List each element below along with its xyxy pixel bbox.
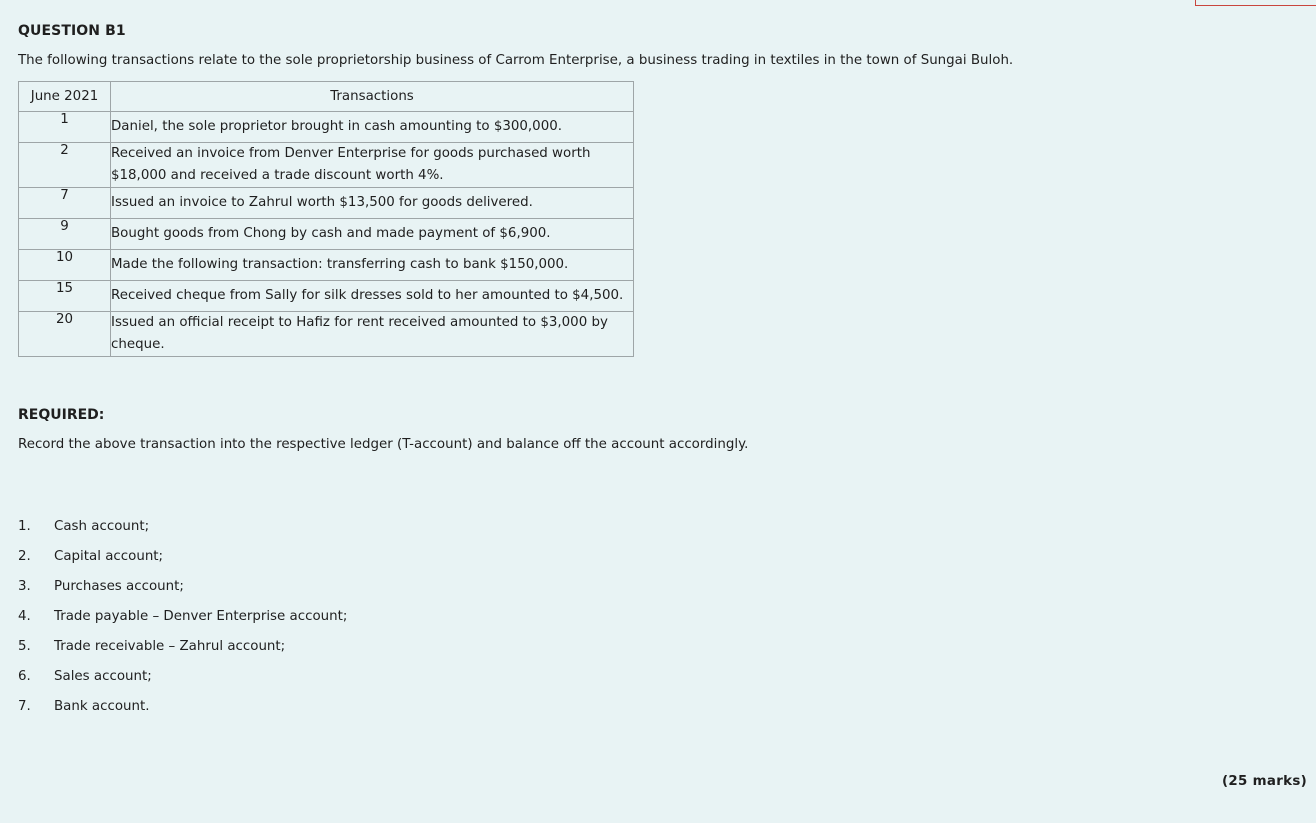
transaction-line: Received an invoice from Denver Enterprise for goods purchased worth — [111, 146, 591, 161]
list-item-label: Cash account; — [54, 519, 150, 534]
list-item — [18, 579, 347, 609]
table-row — [19, 250, 634, 281]
table-row — [19, 188, 634, 219]
table-row — [19, 143, 634, 188]
list-item-number: 7. — [18, 699, 31, 714]
list-item-number: 5. — [18, 639, 31, 654]
transaction-date: 9 — [19, 219, 111, 250]
list-item-number: 4. — [18, 609, 31, 624]
list-item-label: Trade receivable – Zahrul account; — [54, 639, 286, 654]
list-item-number: 6. — [18, 669, 31, 684]
transaction-date: 2 — [19, 143, 111, 188]
list-item-label: Trade payable – Denver Enterprise account; — [54, 609, 348, 624]
list-item — [18, 639, 347, 669]
transaction-line: Received cheque from Sally for silk dresses sold to her amounted to $4,500. — [111, 288, 624, 303]
transaction-line: Made the following transaction: transferring cash to bank $150,000. — [111, 257, 569, 272]
list-item-label: Bank account. — [54, 699, 150, 714]
required-label: REQUIRED: — [18, 407, 105, 423]
transaction-date: 7 — [19, 188, 111, 219]
transaction-description — [111, 219, 634, 250]
list-item — [18, 609, 347, 639]
list-item — [18, 519, 347, 549]
table-row — [19, 219, 634, 250]
list-item-number: 1. — [18, 519, 31, 534]
transaction-description — [111, 312, 634, 357]
table-row — [19, 312, 634, 357]
transaction-line: Issued an invoice to Zahrul worth $13,500 for goods delivered. — [111, 195, 533, 210]
table-row — [19, 281, 634, 312]
transaction-line: Daniel, the sole proprietor brought in cash amounting to $300,000. — [111, 119, 562, 134]
transaction-date: 20 — [19, 312, 111, 357]
transaction-line: $18,000 and received a trade discount worth 4%. — [111, 168, 444, 183]
list-item-label: Capital account; — [54, 549, 164, 564]
transaction-description — [111, 143, 634, 188]
accounts-list — [18, 519, 347, 729]
transaction-description — [111, 250, 634, 281]
list-item-label: Sales account; — [54, 669, 152, 684]
question-title: QUESTION B1 — [18, 23, 126, 39]
transactions-table — [18, 81, 634, 357]
transactions-column-header: Transactions — [111, 82, 634, 112]
transaction-line: Issued an official receipt to Hafiz for rent received amounted to $3,000 by — [111, 315, 608, 330]
transaction-description — [111, 281, 634, 312]
intro-text: The following transactions relate to the sole proprietorship business of Carrom Enterprise, a business trading in textiles in the town of Sungai Buloh. — [18, 53, 1014, 68]
transaction-line: Bought goods from Chong by cash and made payment of $6,900. — [111, 226, 551, 241]
corner-frame — [1195, 0, 1316, 6]
transaction-line: cheque. — [111, 337, 165, 352]
transaction-date: 15 — [19, 281, 111, 312]
list-item — [18, 669, 347, 699]
list-item — [18, 699, 347, 729]
transaction-date: 1 — [19, 112, 111, 143]
transaction-date: 10 — [19, 250, 111, 281]
transaction-description — [111, 188, 634, 219]
transaction-description — [111, 112, 634, 143]
transactions-table-body — [19, 112, 634, 357]
list-item-number: 2. — [18, 549, 31, 564]
list-item — [18, 549, 347, 579]
table-row — [19, 112, 634, 143]
list-item-label: Purchases account; — [54, 579, 184, 594]
marks-label: (25 marks) — [1222, 774, 1308, 789]
date-column-header: June 2021 — [19, 82, 111, 112]
instruction-text: Record the above transaction into the respective ledger (T-account) and balance off the account accordingly. — [18, 437, 749, 452]
table-header-row — [19, 82, 634, 112]
list-item-number: 3. — [18, 579, 31, 594]
